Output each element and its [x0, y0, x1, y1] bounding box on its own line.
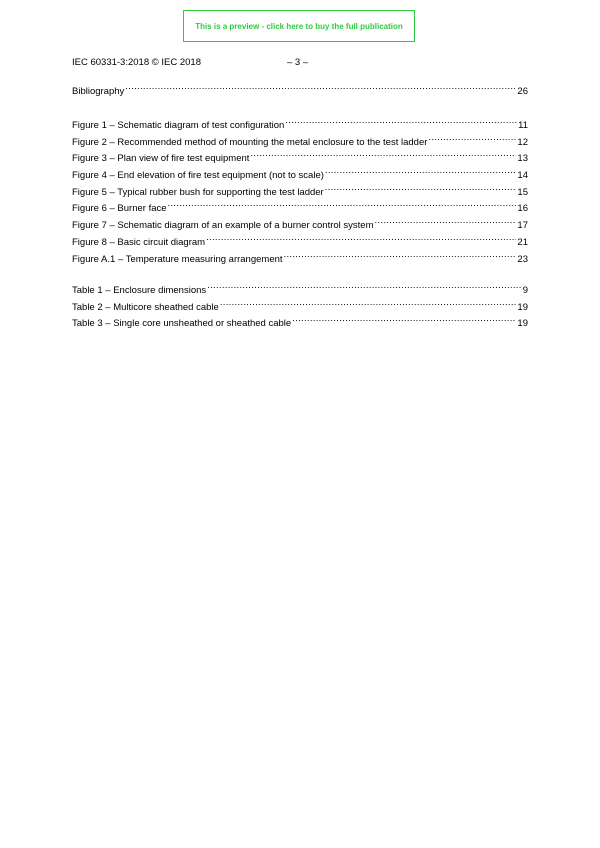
toc-entry-label: Figure 5 – Typical rubber bush for supporting the test ladder	[72, 186, 324, 198]
toc-entry[interactable]	[72, 135, 528, 152]
toc-entry[interactable]	[72, 118, 528, 135]
toc-entry-page: 26	[517, 86, 528, 97]
toc-entry-label: Bibliography	[72, 86, 125, 97]
dot-leader	[292, 316, 516, 326]
dot-leader	[125, 84, 516, 94]
toc-entry[interactable]	[72, 201, 528, 218]
toc-entry-page: 19	[517, 318, 528, 330]
toc-entry[interactable]	[72, 235, 528, 252]
dot-leader	[220, 300, 517, 310]
toc-entry-label: Figure 3 – Plan view of fire test equipment	[72, 153, 250, 165]
toc-entry[interactable]	[72, 84, 528, 101]
toc-entry-label: Table 1 – Enclosure dimensions	[72, 285, 207, 296]
toc-entry-label: Figure 1 – Schematic diagram of test configuration	[72, 120, 285, 131]
toc-entry-page: 9	[522, 285, 528, 296]
toc-entry-label: Figure 2 – Recommended method of mounting the metal enclosure to the test ladder	[72, 136, 428, 148]
buy-publication-link[interactable]: This is a preview - click here to buy the full publication	[183, 10, 415, 42]
dot-leader	[375, 218, 517, 228]
toc-entry-page: 21	[517, 236, 528, 248]
toc-entry-label: Table 2 – Multicore sheathed cable	[72, 301, 219, 313]
dot-leader	[285, 118, 517, 128]
toc-entry-page: 23	[517, 253, 528, 265]
document-reference: IEC 60331-3:2018 © IEC 2018	[72, 57, 202, 68]
toc-entry[interactable]	[72, 185, 528, 202]
toc-entry[interactable]	[72, 283, 528, 300]
list-of-figures	[72, 118, 528, 268]
dot-leader	[325, 168, 517, 178]
dot-leader	[250, 151, 516, 161]
toc-entry-page: 11	[518, 120, 528, 131]
list-of-tables	[72, 283, 528, 333]
page-number: – 3 –	[287, 57, 309, 68]
toc-entry-page: 19	[517, 301, 528, 313]
toc-entry-page: 15	[517, 186, 528, 198]
toc-entry[interactable]	[72, 151, 528, 168]
toc-entry-label: Table 3 – Single core unsheathed or sheathed cable	[72, 318, 292, 330]
toc-entry[interactable]	[72, 300, 528, 317]
toc-entry-label: Figure 4 – End elevation of fire test equipment (not to scale)	[72, 170, 324, 182]
toc-entry[interactable]	[72, 252, 528, 269]
toc-entry[interactable]	[72, 168, 528, 185]
toc-entry[interactable]	[72, 316, 528, 333]
toc-entry-label: Figure 6 – Burner face	[72, 203, 167, 215]
toc-entry-label: Figure 8 – Basic circuit diagram	[72, 236, 206, 248]
dot-leader	[206, 235, 516, 245]
toc-entry[interactable]	[72, 218, 528, 235]
dot-leader	[207, 283, 522, 293]
toc-entry-label: Figure A.1 – Temperature measuring arrangement	[72, 253, 283, 265]
dot-leader	[325, 185, 517, 195]
bibliography-entry-list	[72, 84, 528, 101]
dot-leader	[284, 252, 517, 262]
toc-entry-page: 14	[517, 170, 528, 182]
toc-entry-page: 12	[517, 136, 528, 148]
page-header	[72, 57, 528, 69]
toc-entry-label: Figure 7 – Schematic diagram of an example of a burner control system	[72, 220, 374, 232]
dot-leader	[168, 201, 517, 211]
toc-entry-page: 13	[517, 153, 528, 165]
dot-leader	[428, 135, 516, 145]
toc-entry-page: 16	[517, 203, 528, 215]
toc-entry-page: 17	[517, 220, 528, 232]
